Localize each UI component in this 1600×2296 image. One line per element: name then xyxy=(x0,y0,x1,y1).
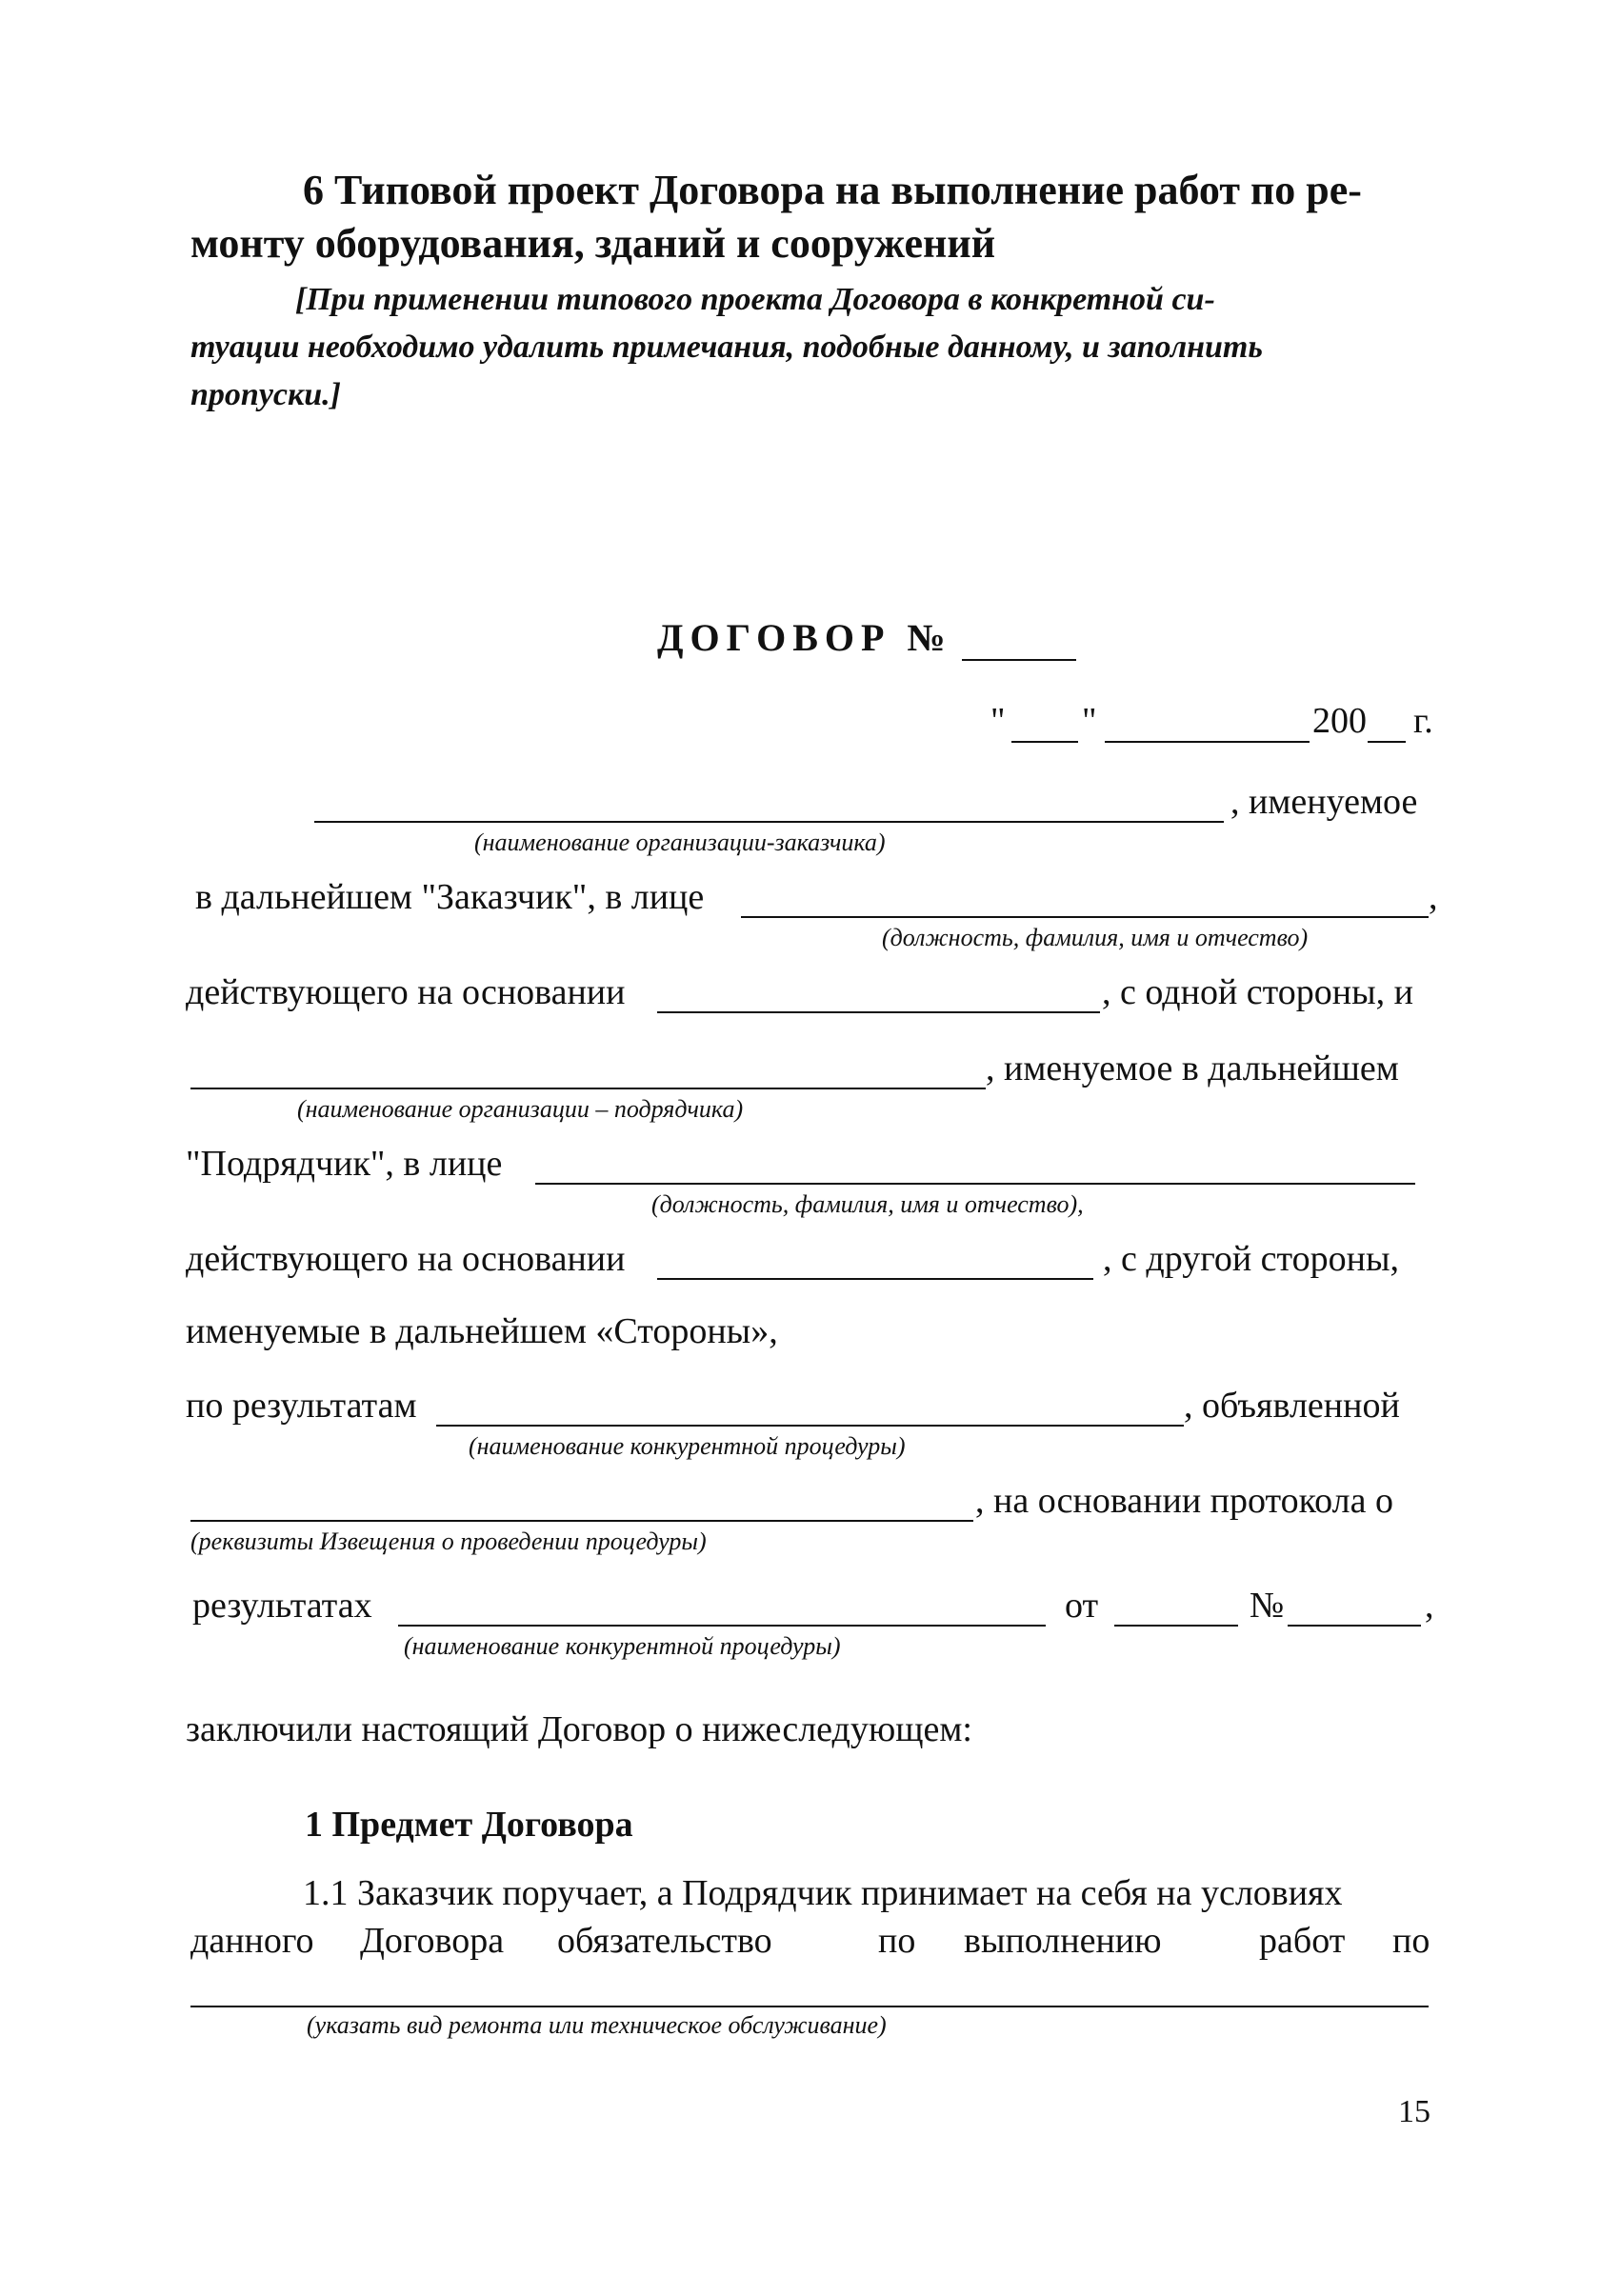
note-line-3: пропуски.] xyxy=(190,377,341,412)
results-prefix: по результатам xyxy=(186,1386,417,1426)
contractor-face-blank[interactable] xyxy=(535,1183,1415,1185)
customer-face-suffix: , xyxy=(1429,877,1438,917)
paragraph-word: обязательство xyxy=(557,1921,772,1961)
date-year-blank[interactable] xyxy=(1368,741,1406,743)
note-line-1: [При применении типового проекта Договора в конкретной си- xyxy=(295,282,1215,317)
protocol-from: от xyxy=(1065,1586,1099,1626)
paragraph-word: по xyxy=(878,1921,916,1961)
paragraph-word: работ xyxy=(1259,1921,1346,1961)
section-1-heading: 1 Предмет Договора xyxy=(305,1805,633,1845)
protocol-suffix: , xyxy=(1425,1586,1434,1626)
protocol-number-blank[interactable] xyxy=(1288,1625,1421,1627)
customer-name-caption: (наименование организации-заказчика) xyxy=(474,829,886,856)
customer-face-caption: (должность, фамилия, имя и отчество) xyxy=(882,924,1309,951)
section-1-paragraph-line-1: 1.1 Заказчик поручает, а Подрядчик принимает на себя на условиях xyxy=(303,1873,1343,1913)
section-title-line-1: 6 Типовой проект Договора на выполнение работ по ре- xyxy=(303,167,1362,213)
paragraph-word: данного xyxy=(190,1921,314,1961)
page-number: 15 xyxy=(1398,2094,1430,2129)
contractor-basis-blank[interactable] xyxy=(657,1278,1093,1280)
contractor-name-blank[interactable] xyxy=(190,1088,986,1089)
contract-heading: ДОГОВОР № xyxy=(657,616,952,659)
customer-face-blank[interactable] xyxy=(741,916,1429,918)
paragraph-word: выполнению xyxy=(964,1921,1162,1961)
customer-name-suffix: , именуемое xyxy=(1230,782,1418,822)
results-suffix: , объявленной xyxy=(1184,1386,1400,1426)
repair-type-caption: (указать вид ремонта или техническое обслуживание) xyxy=(307,2011,887,2039)
date-day-blank[interactable] xyxy=(1011,741,1078,743)
contractor-basis-prefix: действующего на основании xyxy=(186,1239,626,1279)
customer-name-blank[interactable] xyxy=(314,821,1224,823)
paragraph-word: Договора xyxy=(360,1921,505,1961)
protocol-caption: (наименование конкурентной процедуры) xyxy=(404,1632,841,1660)
protocol-number-sign: № xyxy=(1250,1586,1285,1626)
date-quote-open: " xyxy=(990,701,1006,741)
customer-basis-prefix: действующего на основании xyxy=(186,972,626,1012)
procedure-name-blank[interactable] xyxy=(436,1425,1184,1427)
repair-type-blank[interactable] xyxy=(190,2006,1429,2007)
concluded-text: заключили настоящий Договор о нижеследующем: xyxy=(186,1709,972,1749)
protocol-date-blank[interactable] xyxy=(1114,1625,1238,1627)
results-caption: (наименование конкурентной процедуры) xyxy=(469,1432,906,1460)
date-month-blank[interactable] xyxy=(1105,741,1310,743)
note-line-2: туации необходимо удалить примечания, подобные данному, и заполнить xyxy=(190,329,1263,365)
notice-caption: (реквизиты Извещения о проведении процедуры) xyxy=(190,1527,707,1555)
paragraph-word: по xyxy=(1392,1921,1430,1961)
customer-face-prefix: в дальнейшем "Заказчик", в лице xyxy=(195,877,705,917)
date-year: 200 xyxy=(1312,701,1367,741)
customer-basis-suffix: , с одной стороны, и xyxy=(1102,972,1413,1012)
contractor-name-suffix: , именуемое в дальнейшем xyxy=(986,1048,1399,1088)
contractor-face-caption: (должность, фамилия, имя и отчество), xyxy=(651,1190,1084,1218)
date-year-suffix: г. xyxy=(1413,701,1433,741)
notice-suffix: , на основании протокола о xyxy=(975,1481,1393,1521)
protocol-name-blank[interactable] xyxy=(398,1625,1046,1627)
section-title-line-2: монту оборудования, зданий и сооружений xyxy=(190,220,996,267)
contractor-name-caption: (наименование организации – подрядчика) xyxy=(297,1095,744,1123)
customer-basis-blank[interactable] xyxy=(657,1011,1100,1013)
notice-details-blank[interactable] xyxy=(190,1520,973,1522)
protocol-prefix: результатах xyxy=(192,1586,372,1626)
contractor-face-prefix: "Подрядчик", в лице xyxy=(186,1144,503,1184)
contract-number-blank[interactable] xyxy=(962,659,1076,661)
contractor-basis-suffix: , с другой стороны, xyxy=(1103,1239,1400,1279)
parties-text: именуемые в дальнейшем «Стороны», xyxy=(186,1311,778,1351)
date-quote-close: " xyxy=(1082,701,1097,741)
